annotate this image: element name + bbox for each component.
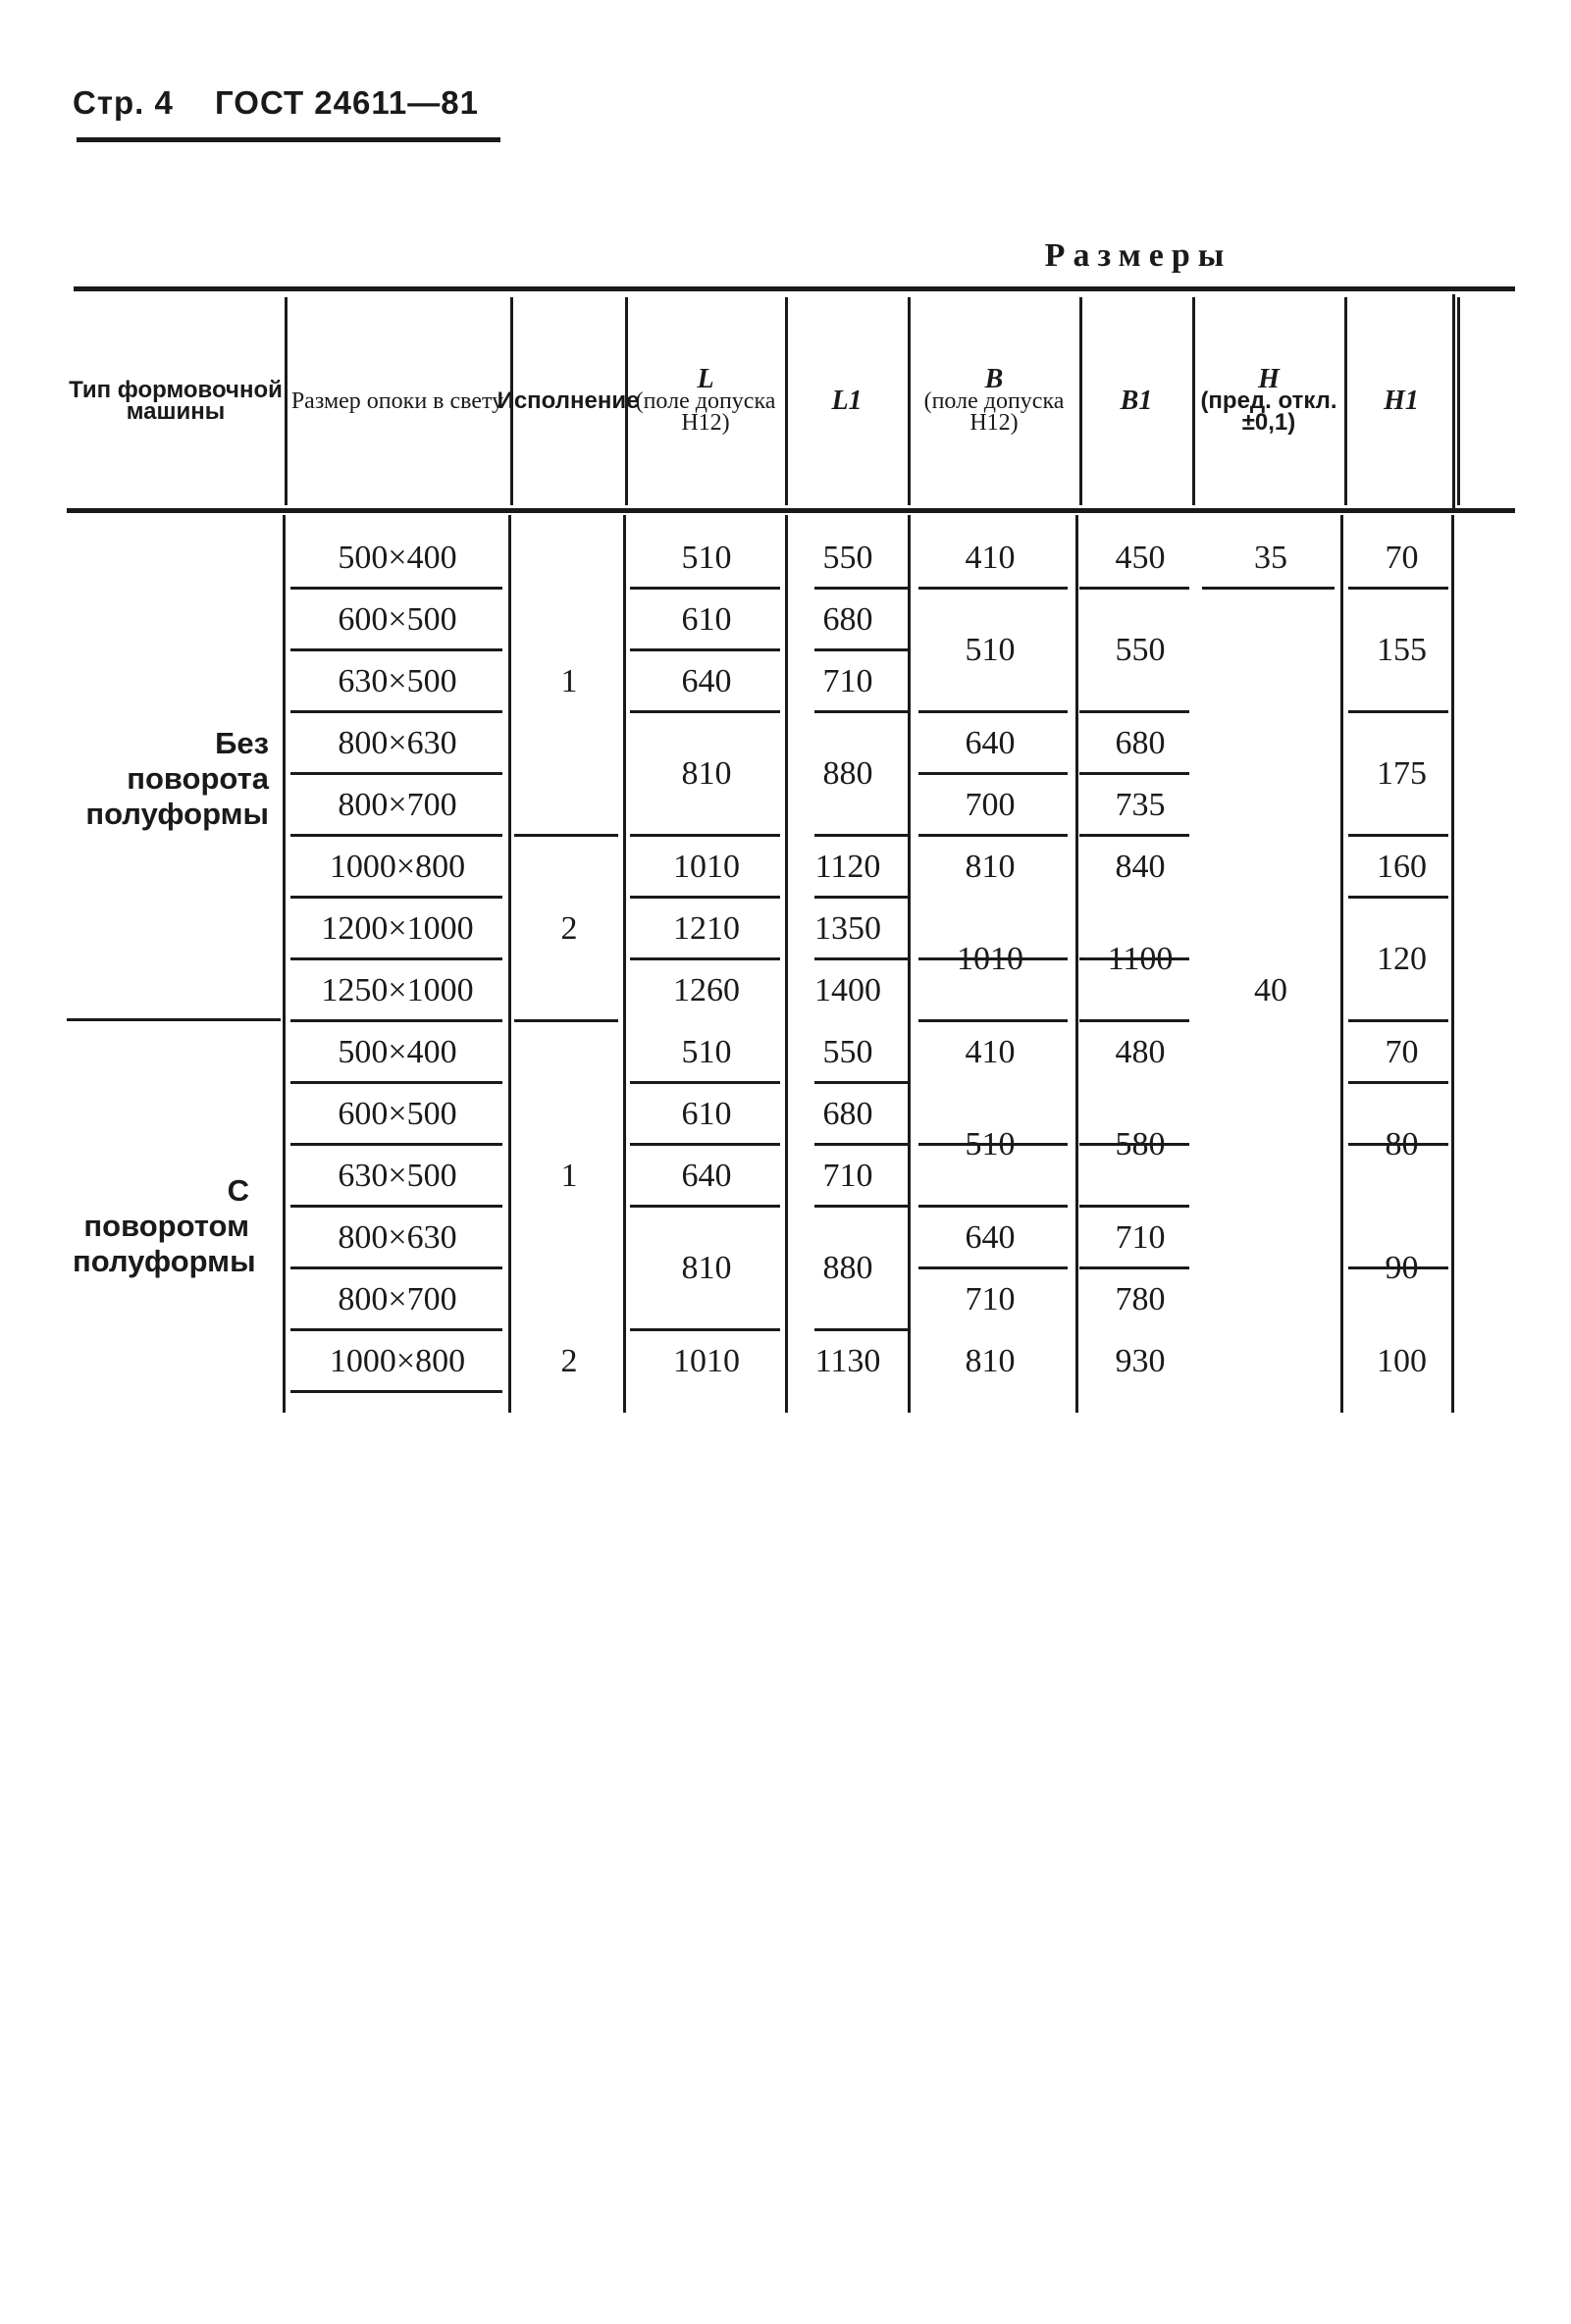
table-rule [508, 515, 511, 1413]
L-value: 610 [681, 600, 732, 638]
H-value: 35 [1254, 539, 1287, 576]
table-rule [814, 1328, 908, 1331]
header-B-note: (поле допуска H12) [923, 388, 1065, 436]
table-rule [290, 1205, 502, 1208]
table-rule [630, 896, 780, 899]
standard-number: ГОСТ 24611—81 [215, 84, 479, 121]
table-rule [514, 1019, 618, 1022]
flask-size-value: 800×630 [338, 724, 457, 761]
table-rule [630, 648, 780, 651]
H1-value: 160 [1377, 848, 1427, 885]
table-rule [814, 1081, 908, 1084]
B1-value: 780 [1115, 1280, 1166, 1317]
table-rule [630, 1328, 780, 1331]
L1-value: 710 [822, 662, 873, 699]
table-rule [814, 587, 908, 590]
version-value: 1 [560, 662, 578, 699]
B-value: 1010 [957, 941, 1023, 977]
L1-value: 550 [822, 539, 873, 576]
header-H-note: (пред. откл. ±0,1) [1200, 387, 1337, 436]
flask-size-value: 1000×800 [329, 1342, 466, 1379]
L1-value: 680 [822, 600, 873, 638]
flask-size-value: 800×700 [338, 1280, 457, 1317]
table-rule [814, 648, 908, 651]
L1-value: 550 [822, 1033, 873, 1070]
header-L1: L1 [831, 386, 863, 416]
L-value: 1010 [673, 848, 740, 885]
table-rule [630, 1143, 780, 1146]
B1-value: 930 [1115, 1342, 1166, 1379]
H1-value: 175 [1377, 755, 1427, 792]
col-H1 [1347, 297, 1455, 505]
table-rule [918, 1019, 1068, 1022]
table-rule [630, 710, 780, 713]
B1-value: 710 [1115, 1218, 1166, 1256]
table-rule [290, 710, 502, 713]
table-rule [1075, 515, 1078, 1413]
table-rule [1348, 1081, 1448, 1084]
table-caption: Размеры [1044, 237, 1232, 274]
L1-value: 710 [822, 1157, 873, 1194]
H1-value: 90 [1385, 1250, 1419, 1286]
header-version: Исполнение [497, 387, 640, 414]
table-rule [290, 772, 502, 775]
flask-size-value: 600×500 [338, 1095, 457, 1132]
L1-value: 880 [822, 755, 873, 792]
header-B: B [984, 364, 1004, 394]
B1-value: 735 [1115, 786, 1166, 823]
table-rule [290, 1266, 502, 1269]
flask-size-value: 500×400 [338, 1033, 457, 1070]
B1-value: 480 [1115, 1033, 1166, 1070]
header-H: H [1258, 364, 1280, 394]
flask-size-value: 1250×1000 [321, 971, 474, 1008]
table-rule [814, 710, 908, 713]
H1-value: 70 [1385, 539, 1419, 576]
L1-value: 1120 [814, 848, 881, 885]
flask-size-value: 500×400 [338, 539, 457, 576]
table-rule [1340, 515, 1343, 1413]
col-B [911, 297, 1077, 505]
flask-size-value: 800×700 [338, 786, 457, 823]
table-rule [918, 1205, 1068, 1208]
flask-size-value: 630×500 [338, 1157, 457, 1194]
table-rule [290, 1143, 502, 1146]
table-rule [290, 1390, 502, 1393]
table-rule [1079, 772, 1189, 775]
page-number: Стр. 4 [73, 84, 174, 121]
table-rule [290, 587, 502, 590]
B-value: 510 [965, 1126, 1016, 1162]
table-rule [1348, 1019, 1448, 1022]
B1-value: 550 [1115, 632, 1166, 668]
L-value: 640 [681, 1157, 732, 1194]
table-rule [290, 1328, 502, 1331]
table-rule [814, 957, 908, 960]
L-value: 640 [681, 662, 732, 699]
flask-size-value: 1000×800 [329, 848, 466, 885]
B-value: 810 [965, 1342, 1016, 1379]
header-B1: B1 [1120, 386, 1153, 416]
B-value: 640 [965, 724, 1016, 761]
header-L-note: (поле допуска H12) [635, 388, 776, 436]
table-rule [1348, 587, 1448, 590]
L1-value: 680 [822, 1095, 873, 1132]
table-rule [630, 957, 780, 960]
group-with-rotation: С поворотом полуформы [73, 1173, 256, 1278]
table-rule [1457, 297, 1460, 505]
B1-value: 840 [1115, 848, 1166, 885]
version-value: 1 [560, 1157, 578, 1194]
L-value: 1010 [673, 1342, 740, 1379]
table-rule [630, 1081, 780, 1084]
L-value: 510 [681, 539, 732, 576]
table-rule [918, 1266, 1068, 1269]
col-L [628, 297, 783, 505]
table-rule [623, 515, 626, 1413]
B1-value: 450 [1115, 539, 1166, 576]
L-value: 510 [681, 1033, 732, 1070]
table-rule [918, 710, 1068, 713]
table-rule [290, 1081, 502, 1084]
B-value: 810 [965, 848, 1016, 885]
table-rule [1202, 587, 1335, 590]
flask-size-value: 800×630 [338, 1218, 457, 1256]
col-H [1195, 297, 1342, 505]
table-rule [630, 1205, 780, 1208]
flask-size-value: 630×500 [338, 662, 457, 699]
table-rule [918, 587, 1068, 590]
L1-value: 1400 [814, 971, 881, 1008]
table-rule [918, 834, 1068, 837]
table-rule [630, 834, 780, 837]
H1-value: 155 [1377, 632, 1427, 668]
table-rule [1452, 294, 1455, 508]
table-rule [814, 834, 908, 837]
table-rule [1079, 834, 1189, 837]
table-rule [290, 1019, 502, 1022]
header-H1: H1 [1384, 386, 1419, 416]
flask-size-value: 1200×1000 [321, 909, 474, 947]
table-rule [918, 772, 1068, 775]
L-value: 1260 [673, 971, 740, 1008]
table-rule [1348, 896, 1448, 899]
table-rule [290, 648, 502, 651]
B-value: 710 [965, 1280, 1016, 1317]
table-rule [1079, 1266, 1189, 1269]
L1-value: 1130 [814, 1342, 881, 1379]
B-value: 410 [965, 1033, 1016, 1070]
table-rule [290, 957, 502, 960]
table-rule [1348, 710, 1448, 713]
H1-value: 120 [1377, 941, 1427, 977]
table-rule [814, 896, 908, 899]
header-machine-type: Тип формовочной машины [69, 377, 283, 425]
B-value: 510 [965, 632, 1016, 668]
table-rule [283, 515, 286, 1413]
table-rule [814, 1143, 908, 1146]
B-value: 410 [965, 539, 1016, 576]
table-rule [514, 834, 618, 837]
B1-value: 580 [1115, 1126, 1166, 1162]
table-rule [290, 896, 502, 899]
flask-size-value: 600×500 [338, 600, 457, 638]
table-rule [1079, 710, 1189, 713]
col-version [497, 297, 640, 505]
H1-value: 70 [1385, 1033, 1419, 1070]
H-value: 40 [1254, 971, 1287, 1008]
col-machine-type [69, 297, 283, 505]
table-rule [74, 286, 1515, 291]
L-value: 610 [681, 1095, 732, 1132]
version-value: 2 [560, 1342, 578, 1379]
B-value: 640 [965, 1218, 1016, 1256]
table-rule [630, 587, 780, 590]
col-flask-size [287, 297, 508, 505]
L-value: 1210 [673, 909, 740, 947]
B-value: 700 [965, 786, 1016, 823]
table-rule [1079, 587, 1189, 590]
table-rule [1348, 834, 1448, 837]
header-flask-size: Размер опоки в свету [290, 388, 504, 414]
table-rule [1079, 1205, 1189, 1208]
table-rule [67, 1018, 281, 1021]
table-rule [67, 508, 1515, 513]
B1-value: 680 [1115, 724, 1166, 761]
L1-value: 1350 [814, 909, 881, 947]
table-rule [1079, 1019, 1189, 1022]
L-value: 810 [681, 755, 732, 792]
col-B1 [1082, 297, 1190, 505]
H1-value: 100 [1377, 1342, 1427, 1379]
L1-value: 880 [822, 1250, 873, 1286]
group-no-rotation: Без поворота полуформы [85, 726, 269, 831]
header-L: L [697, 364, 714, 394]
version-value: 2 [560, 909, 578, 947]
col-L1 [788, 297, 906, 505]
H1-value: 80 [1385, 1126, 1419, 1162]
table-rule [814, 1205, 908, 1208]
table-rule [290, 834, 502, 837]
B1-value: 1100 [1107, 941, 1174, 977]
L-value: 810 [681, 1250, 732, 1286]
